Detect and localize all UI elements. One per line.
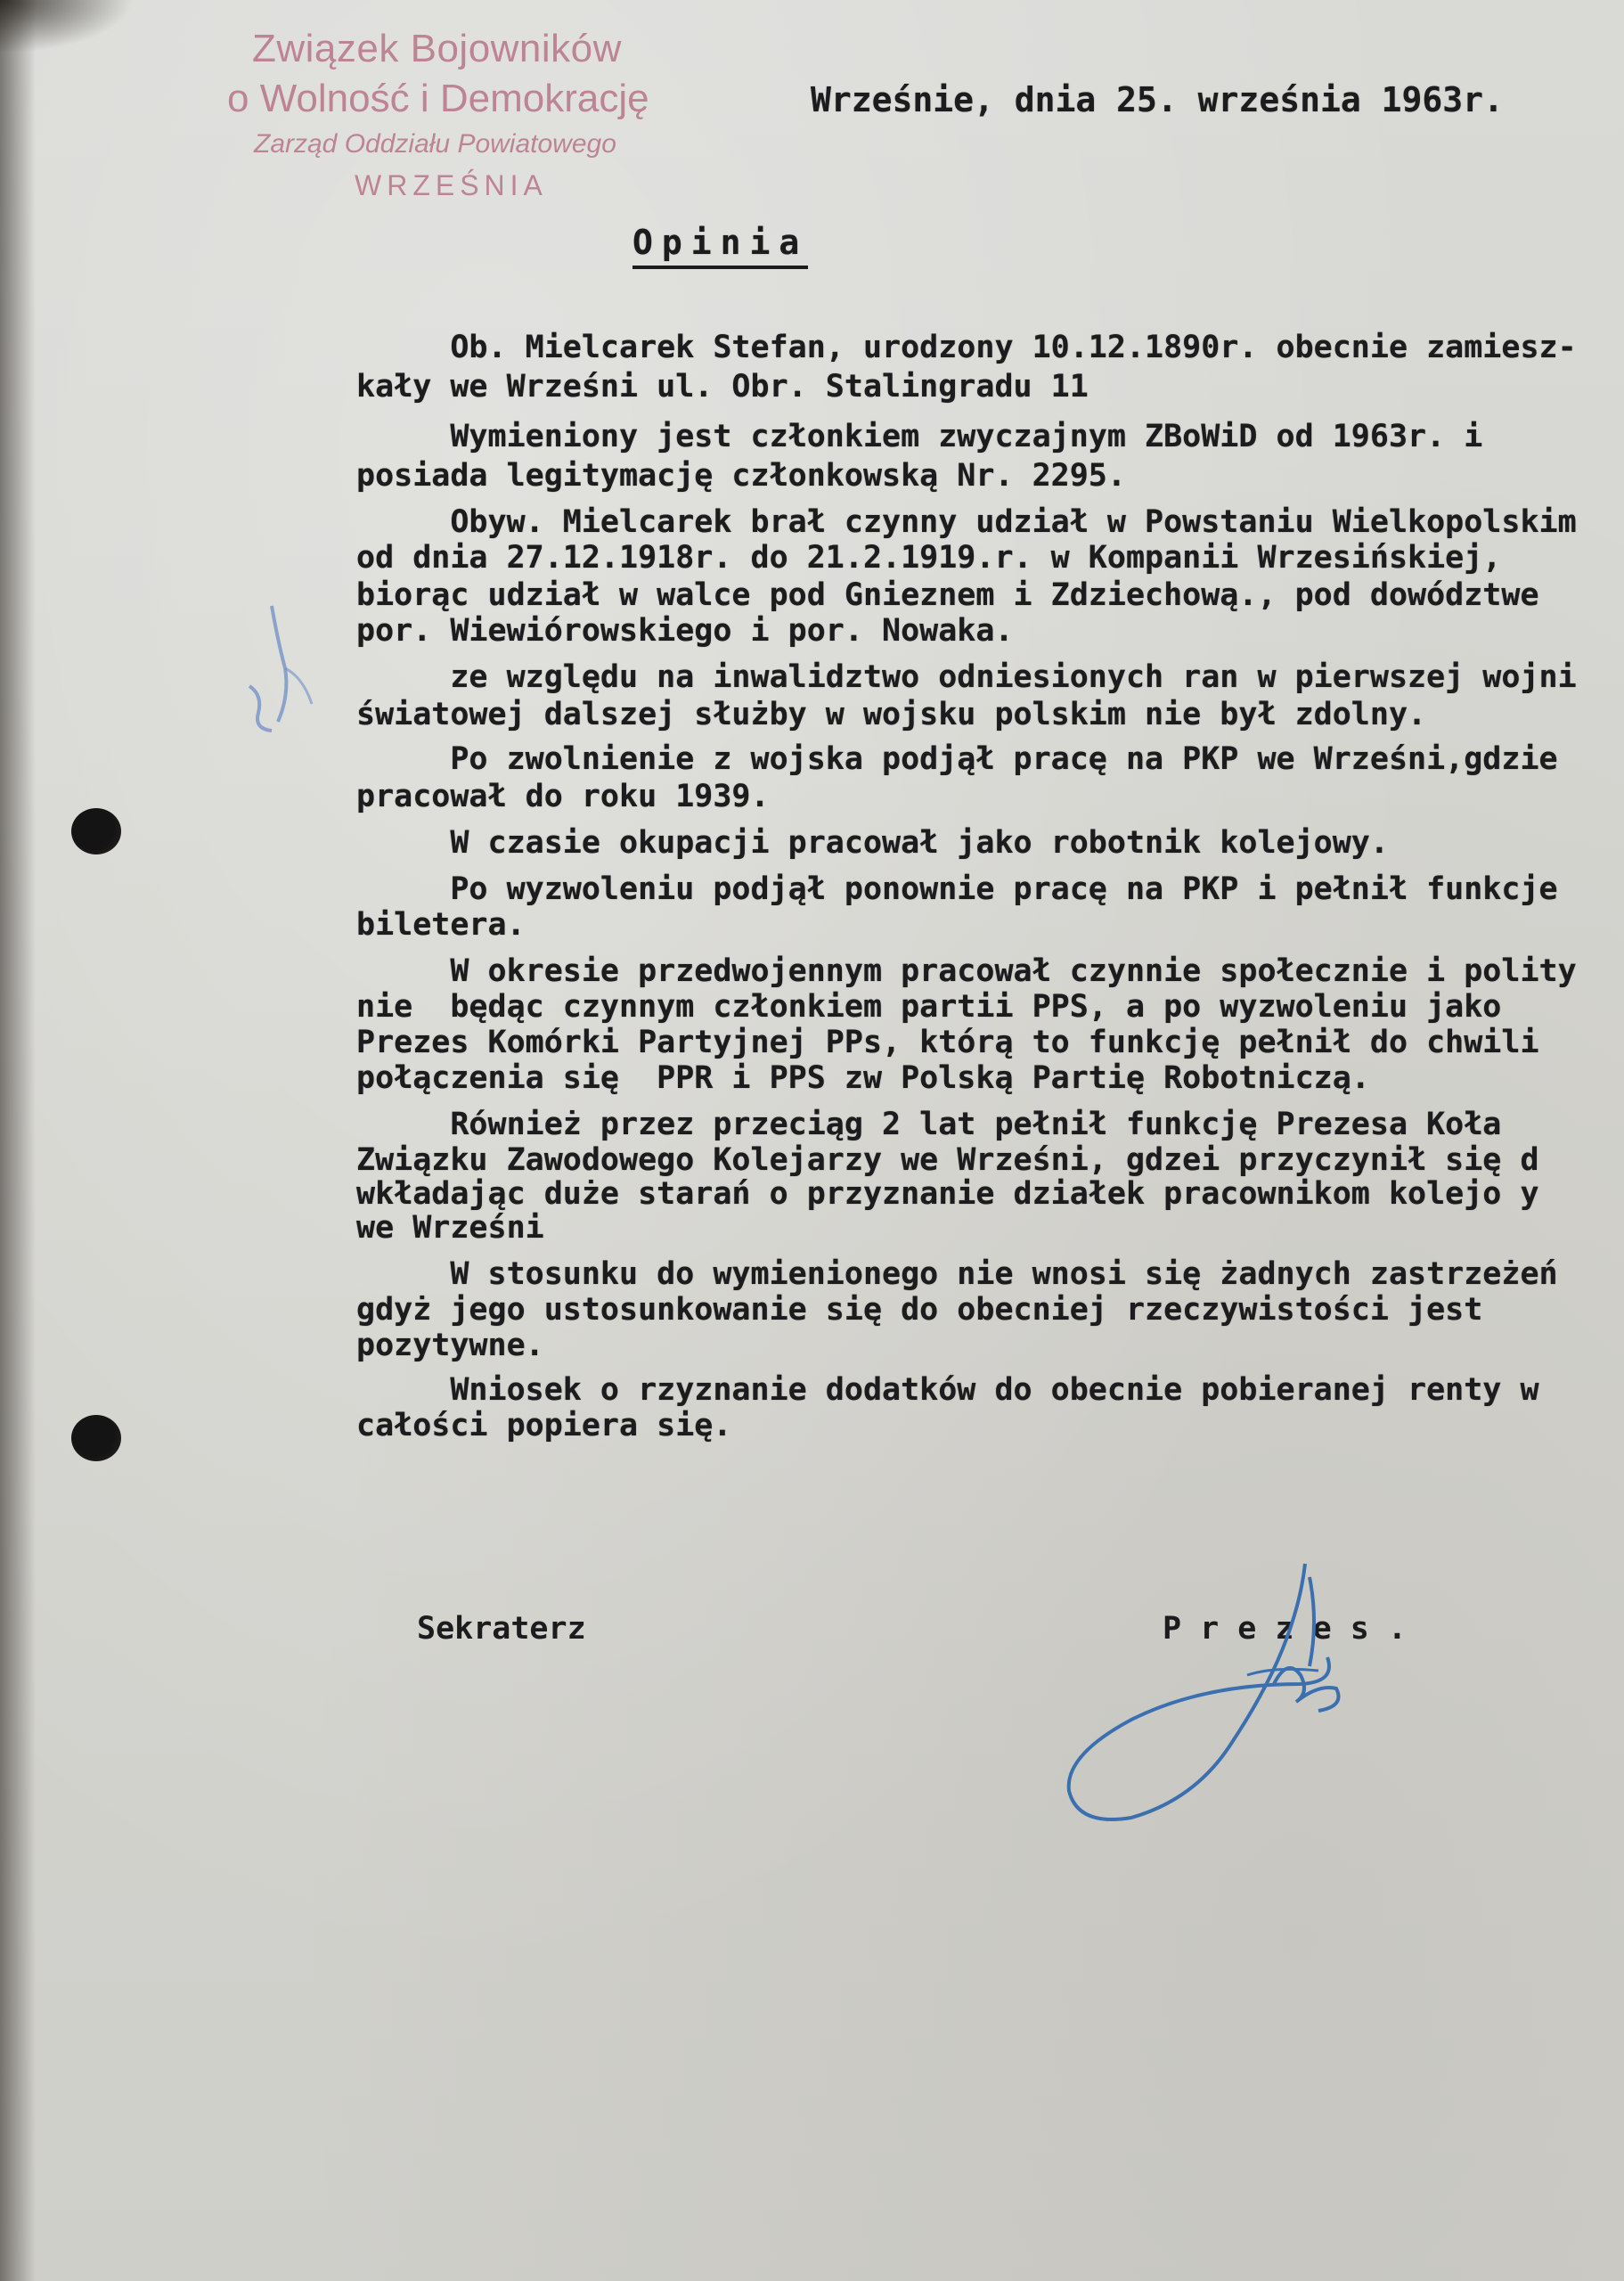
body-line: Po zwolnienie z wojska podjął pracę na PKP we Wrześni,gdzie (356, 741, 1558, 777)
body-line: Prezes Komórki Partyjnej PPs, którą to funkcję pełnił do chwili (356, 1025, 1539, 1060)
body-line: światowej dalszej służby w wojsku polskim nie był zdolny. (356, 697, 1427, 732)
body-line: Związku Zawodowego Kolejarzy we Wrześni, gdzei przyczynił się d (356, 1142, 1539, 1178)
stamp-line-3: Zarząd Oddziału Powiatowego (254, 129, 616, 159)
body-line: pracował do roku 1939. (356, 779, 770, 814)
body-line: we Wrześni (356, 1210, 544, 1246)
body-line: Wymieniony jest członkiem zwyczajnym ZBoWiD od 1963r. i (356, 419, 1483, 454)
punch-hole (71, 808, 121, 854)
body-line: wkładając duże starań o przyznanie działek pracownikom kolejo y (356, 1176, 1539, 1212)
stamp-line-1: Związek Bojowników (252, 27, 622, 70)
stamp-line-4: WRZEŚNIA (355, 169, 548, 201)
body-line: W czasie okupacji pracował jako robotnik kolejowy. (356, 825, 1389, 861)
handwritten-signature (1051, 1550, 1408, 1835)
page-corner-shadow (0, 0, 134, 53)
body-line: por. Wiewiórowskiego i por. Nowaka. (356, 613, 1014, 649)
body-line: całości popiera się. (356, 1408, 732, 1443)
body-line: ze względu na inwalidztwo odniesionych ran w pierwszej wojni (356, 659, 1577, 695)
body-line: gdyż jego ustosunkowanie się do obecniej rzeczywistości jest (356, 1292, 1483, 1328)
president-label: P r e z e s . (1163, 1611, 1407, 1647)
page-edge-shadow (0, 0, 36, 2281)
document-title: Opinia (632, 223, 808, 269)
body-line: biorąc udział w walce pod Gnieznem i Zdziechową., pod dowództwe (356, 577, 1539, 613)
body-line: W stosunku do wymienionego nie wnosi się żadnych zastrzeżeń (356, 1256, 1558, 1292)
body-line: biletera. (356, 907, 526, 943)
punch-hole (71, 1415, 121, 1461)
body-line: pozytywne. (356, 1328, 544, 1363)
secretary-label: Sekraterz (417, 1611, 586, 1647)
body-line: posiada legitymację członkowską Nr. 2295. (356, 458, 1126, 494)
body-line: Wniosek o rzyznanie dodatków do obecnie pobieranej renty w (356, 1372, 1539, 1408)
margin-pen-mark (223, 588, 330, 748)
body-line: połączenia się PPR i PPS zw Polską Partię Robotniczą. (356, 1060, 1370, 1096)
body-line: nie będąc czynnym członkiem partii PPS, a po wyzwoleniu jako (356, 989, 1502, 1025)
body-line: Również przez przeciąg 2 lat pełnił funkcję Prezesa Koła (356, 1107, 1502, 1142)
stamp-line-2: o Wolność i Demokrację (227, 77, 649, 120)
body-line: od dnia 27.12.1918r. do 21.2.1919.r. w Kompanii Wrzesińskiej, (356, 540, 1502, 576)
body-line: Po wyzwoleniu podjął ponownie pracę na PKP i pełnił funkcje (356, 871, 1558, 907)
body-line: Ob. Mielcarek Stefan, urodzony 10.12.1890r. obecnie zamiesz- (356, 330, 1577, 365)
body-line: Obyw. Mielcarek brał czynny udział w Powstaniu Wielkopolskim (356, 504, 1577, 540)
body-line: kały we Wrześni ul. Obr. Stalingradu 11 (356, 369, 1089, 405)
body-line: W okresie przedwojennym pracował czynnie społecznie i polity (356, 953, 1577, 989)
date-line: Wrześnie, dnia 25. września 1963r. (811, 80, 1504, 119)
